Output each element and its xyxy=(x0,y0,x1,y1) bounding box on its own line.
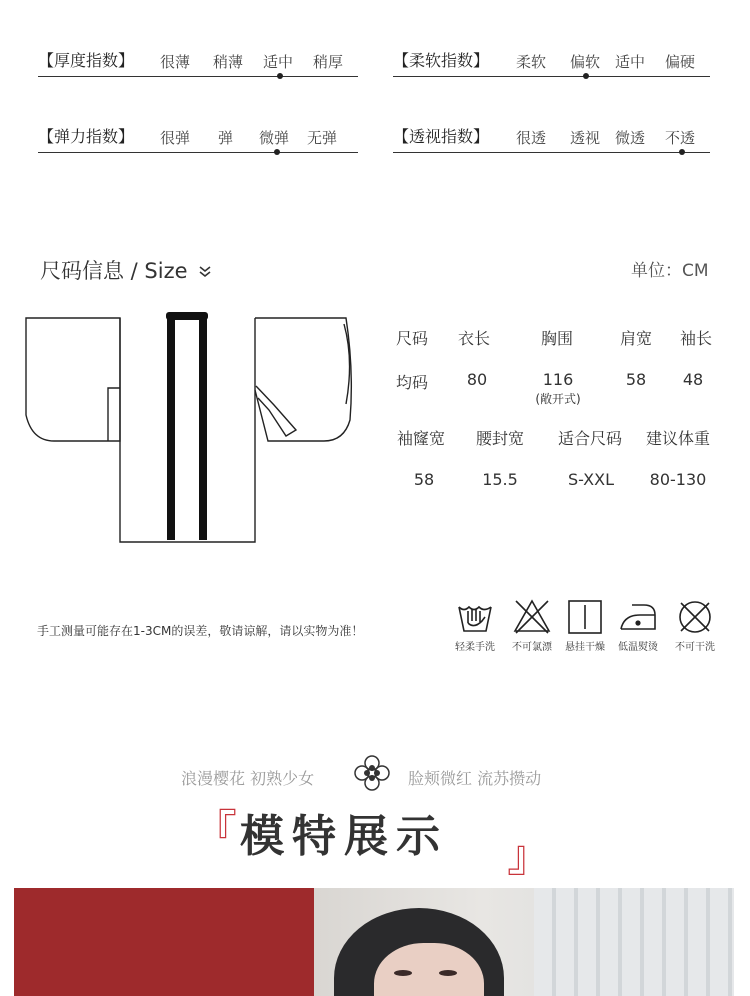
care-label: 不可氯漂 xyxy=(512,642,552,653)
size-table-cell: 48 xyxy=(682,370,704,389)
index-title: 【弹力指数】 xyxy=(38,127,135,146)
size-table-header: 肩宽 xyxy=(619,329,652,348)
showcase-title: 模特展示 xyxy=(240,811,448,862)
index-option: 无弹 xyxy=(307,129,338,147)
size-table-header: 适合尺码 xyxy=(557,429,622,448)
showcase-subtitle-left: 浪漫樱花 初熟少女 xyxy=(181,769,315,788)
index-option: 透视 xyxy=(570,129,601,147)
unit-label: 单位：CM xyxy=(631,261,709,281)
index-option: 很薄 xyxy=(160,53,191,71)
size-heading-text: 尺码信息 / Size xyxy=(40,259,188,283)
size-table-cell: 58 xyxy=(625,370,647,389)
index-title: 【透视指数】 xyxy=(393,127,490,146)
no-dry-clean-icon xyxy=(675,597,715,641)
measurement-note: 手工测量可能存在1-3CM的误差，敬请谅解，请以实物为准！ xyxy=(37,624,364,638)
size-table-header: 衣长 xyxy=(457,329,490,348)
index-option: 不透 xyxy=(665,129,696,147)
index-scale-line xyxy=(38,152,358,153)
index-title: 【柔软指数】 xyxy=(393,51,490,70)
size-table-cell: S-XXL xyxy=(568,470,614,489)
size-table-header: 建议体重 xyxy=(645,429,710,448)
hang-dry-icon xyxy=(565,597,605,641)
index-option: 微弹 xyxy=(259,129,290,147)
size-heading xyxy=(40,255,212,285)
size-table-header: 胸围 xyxy=(540,329,573,348)
index-scale-line xyxy=(38,76,358,77)
index-scale-line xyxy=(393,76,710,77)
size-table-cell: 15.5 xyxy=(482,470,518,489)
care-label: 低温熨烫 xyxy=(618,642,658,653)
index-option: 柔软 xyxy=(516,53,547,71)
size-table-cell: 80-130 xyxy=(649,470,707,489)
index-marker xyxy=(277,73,283,79)
index-option: 很弹 xyxy=(160,129,191,147)
size-table-cell: 80 xyxy=(466,370,488,389)
size-table-cell: 116 xyxy=(542,370,574,389)
size-table-header: 袖窿宽 xyxy=(396,429,445,448)
garment-sketch xyxy=(24,310,354,550)
index-option: 很透 xyxy=(516,129,547,147)
title-bracket-close: 』 xyxy=(507,831,551,882)
no-bleach-icon xyxy=(512,597,552,641)
size-table-header: 袖长 xyxy=(679,329,712,348)
hand-wash-icon xyxy=(455,597,495,641)
index-option: 偏软 xyxy=(570,53,601,71)
index-marker xyxy=(679,149,685,155)
care-label: 不可干洗 xyxy=(675,642,715,653)
title-bracket-open: 『 xyxy=(193,806,237,857)
low-iron-icon xyxy=(618,597,658,641)
index-option: 稍厚 xyxy=(313,53,344,71)
model-photo xyxy=(14,888,734,996)
index-option: 适中 xyxy=(615,53,646,71)
index-option: 偏硬 xyxy=(665,53,696,71)
size-table-header: 尺码 xyxy=(395,329,428,348)
index-option: 弹 xyxy=(218,129,234,147)
index-scale-line xyxy=(393,152,710,153)
care-label: 悬挂干燥 xyxy=(565,642,605,653)
index-option: 适中 xyxy=(263,53,294,71)
index-title: 【厚度指数】 xyxy=(38,51,135,70)
size-table-cell: 58 xyxy=(413,470,435,489)
size-table-cell: 均码 xyxy=(395,373,428,392)
size-table-header: 腰封宽 xyxy=(475,429,524,448)
index-option: 微透 xyxy=(615,129,646,147)
double-chevron-down-icon xyxy=(198,260,212,284)
index-marker xyxy=(583,73,589,79)
chest-note: (敞开式) xyxy=(535,392,581,406)
flower-emblem-icon xyxy=(353,754,391,796)
care-label: 轻柔手洗 xyxy=(455,642,495,653)
showcase-subtitle-right: 脸颊微红 流苏攒动 xyxy=(408,769,542,788)
index-option: 稍薄 xyxy=(213,53,244,71)
index-marker xyxy=(274,149,280,155)
